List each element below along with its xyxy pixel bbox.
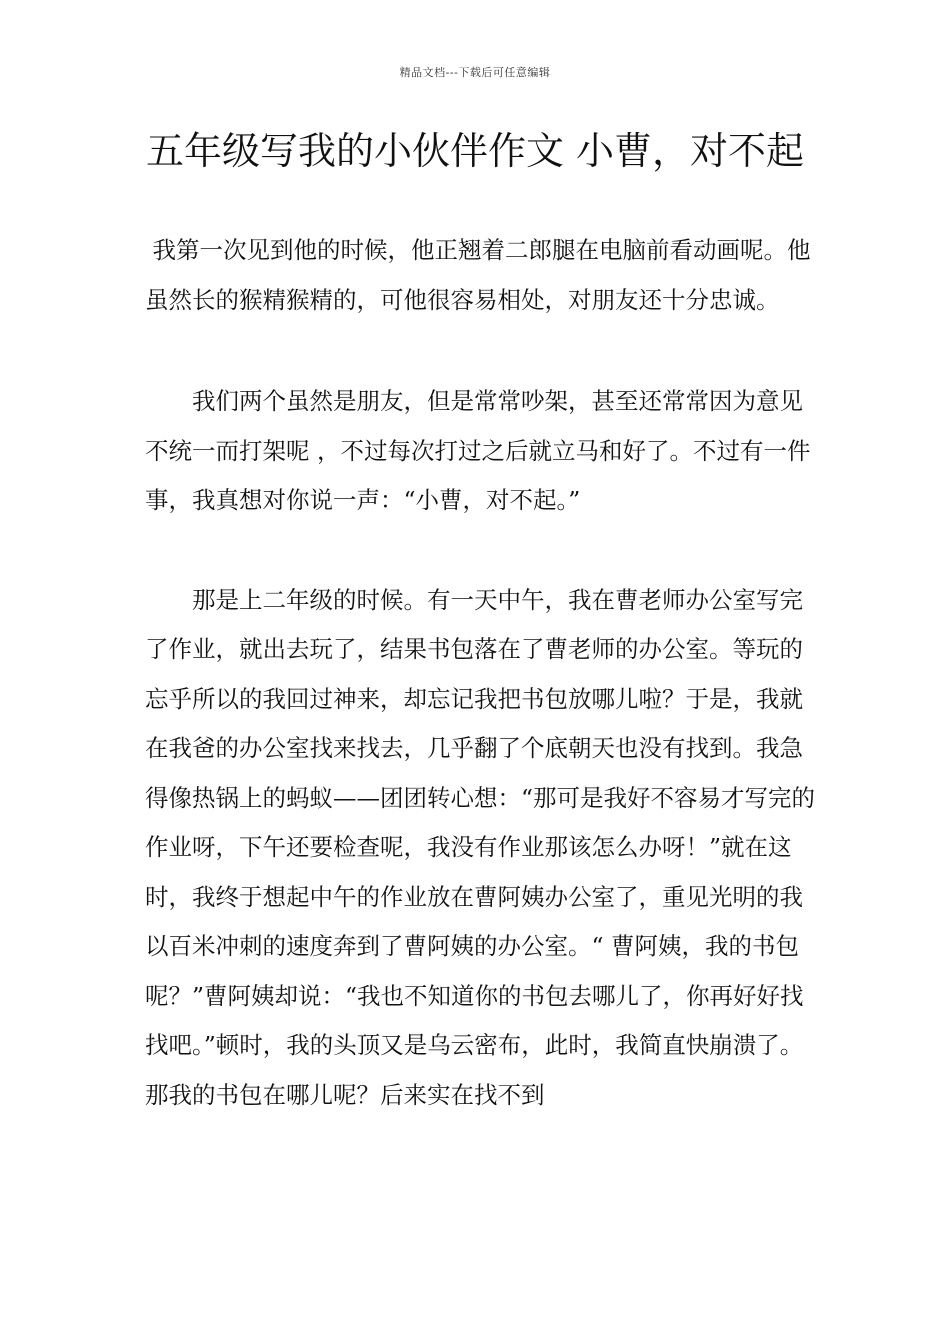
- header-note: 精品文档---下载后可任意编辑: [399, 66, 551, 79]
- document-body: [145, 226, 815, 1120]
- paragraph-spacer: [145, 526, 815, 576]
- paragraph-2: 我们两个虽然是朋友，但是常常吵架，甚至还常常因为意见不统一而打架呢 ，不过每次打过之后就立马和好了。不过有一件事，我真想对你说一声：“小曹，对不起。”: [145, 387, 811, 514]
- document-title: 五年级写我的小伙伴作文 小曹，对不起: [145, 129, 805, 173]
- paragraph-spacer: [145, 325, 815, 377]
- paragraph-1: 我第一次见到他的时候，他正翘着二郎腿在电脑前看动画呢。他虽然长的猴精猴精的，可他很容易相处，对朋友还十分忠诚。: [145, 236, 811, 314]
- paragraph-3: 那是上二年级的时候。有一天中午，我在曹老师办公室写完了作业，就出去玩了，结果书包落在了曹老师的办公室。等玩的忘乎所以的我回过神来，却忘记我把书包放哪儿啦？于是，我就在我爸的办公室找来找去，几乎翻了个底朝天也没有找到。我急得像热锅上的蚂蚁——团团转心想：“那可是我好不容易才写完的作业呀，下午还要检查呢，我没有作业那该怎么办呀！”就在这时，我终于想起中午的作业放在曹阿姨办公室了，重见光明的我以百米冲刺的速度奔到了曹阿姨的办公室。“ 曹阿姨，我的书包呢？”曹阿姨却说：“我也不知道你的书包去哪儿了，你再好好找找吧。”顿时，我的头顶又是乌云密布，此时，我简直快崩溃了。那我的书包在哪儿呢？后来实在找不到: [145, 585, 816, 1109]
